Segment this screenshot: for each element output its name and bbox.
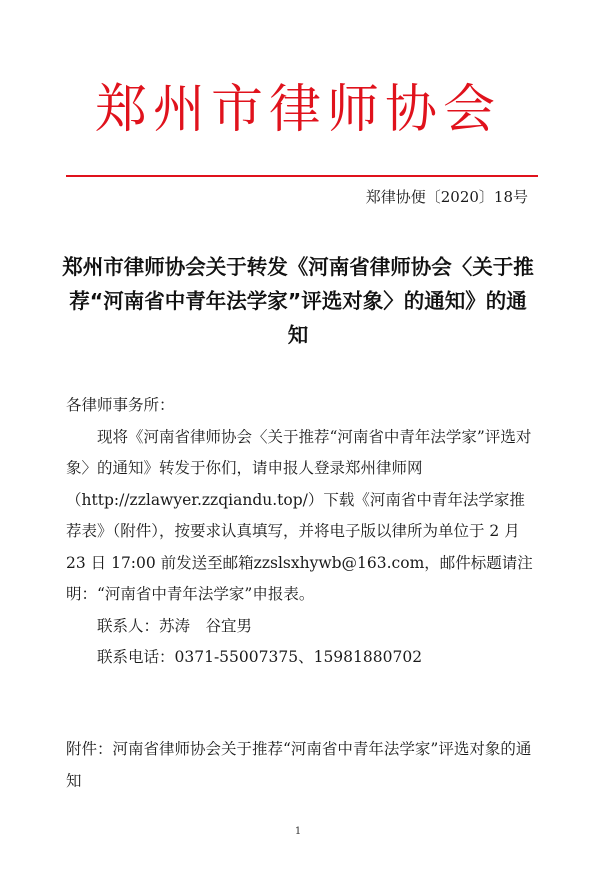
document-number: 郑律协便〔2020〕18号 bbox=[365, 188, 528, 206]
main-paragraph: 现将《河南省律师协会〈关于推荐“河南省中青年法学家”评选对象〉的通知》转发于你们，请申报人登录郑州律师网（http://zzlawyer.zzqiandu.top/）下载《河南省中青年法学家推荐表》（附件），按要求认真填写，并将电子版以律所为单位于 2 月 23 日 17:00 前发送至邮箱zzslsxhywb@163.com，邮件标题请注明：“河南省中青年法学家”申报表。 bbox=[66, 427, 533, 603]
contact-person: 联系人：苏涛 谷宜男 bbox=[97, 616, 253, 635]
salutation: 各律师事务所： bbox=[66, 396, 175, 414]
attachment-note: 附件：河南省律师协会关于推荐“河南省中青年法学家”评选对象的通知 bbox=[66, 740, 532, 790]
document-body bbox=[66, 390, 536, 674]
contact-phone: 联系电话：0371-55007375、15981880702 bbox=[97, 648, 423, 666]
letterhead-divider bbox=[66, 175, 538, 177]
letterhead-title: 郑州市律师协会 bbox=[94, 80, 501, 140]
document-title: 郑州市律师协会关于转发《河南省律师协会〈关于推荐“河南省中青年法学家”评选对象〉的通知》的通知 bbox=[62, 255, 534, 347]
page-number: 1 bbox=[294, 826, 302, 837]
